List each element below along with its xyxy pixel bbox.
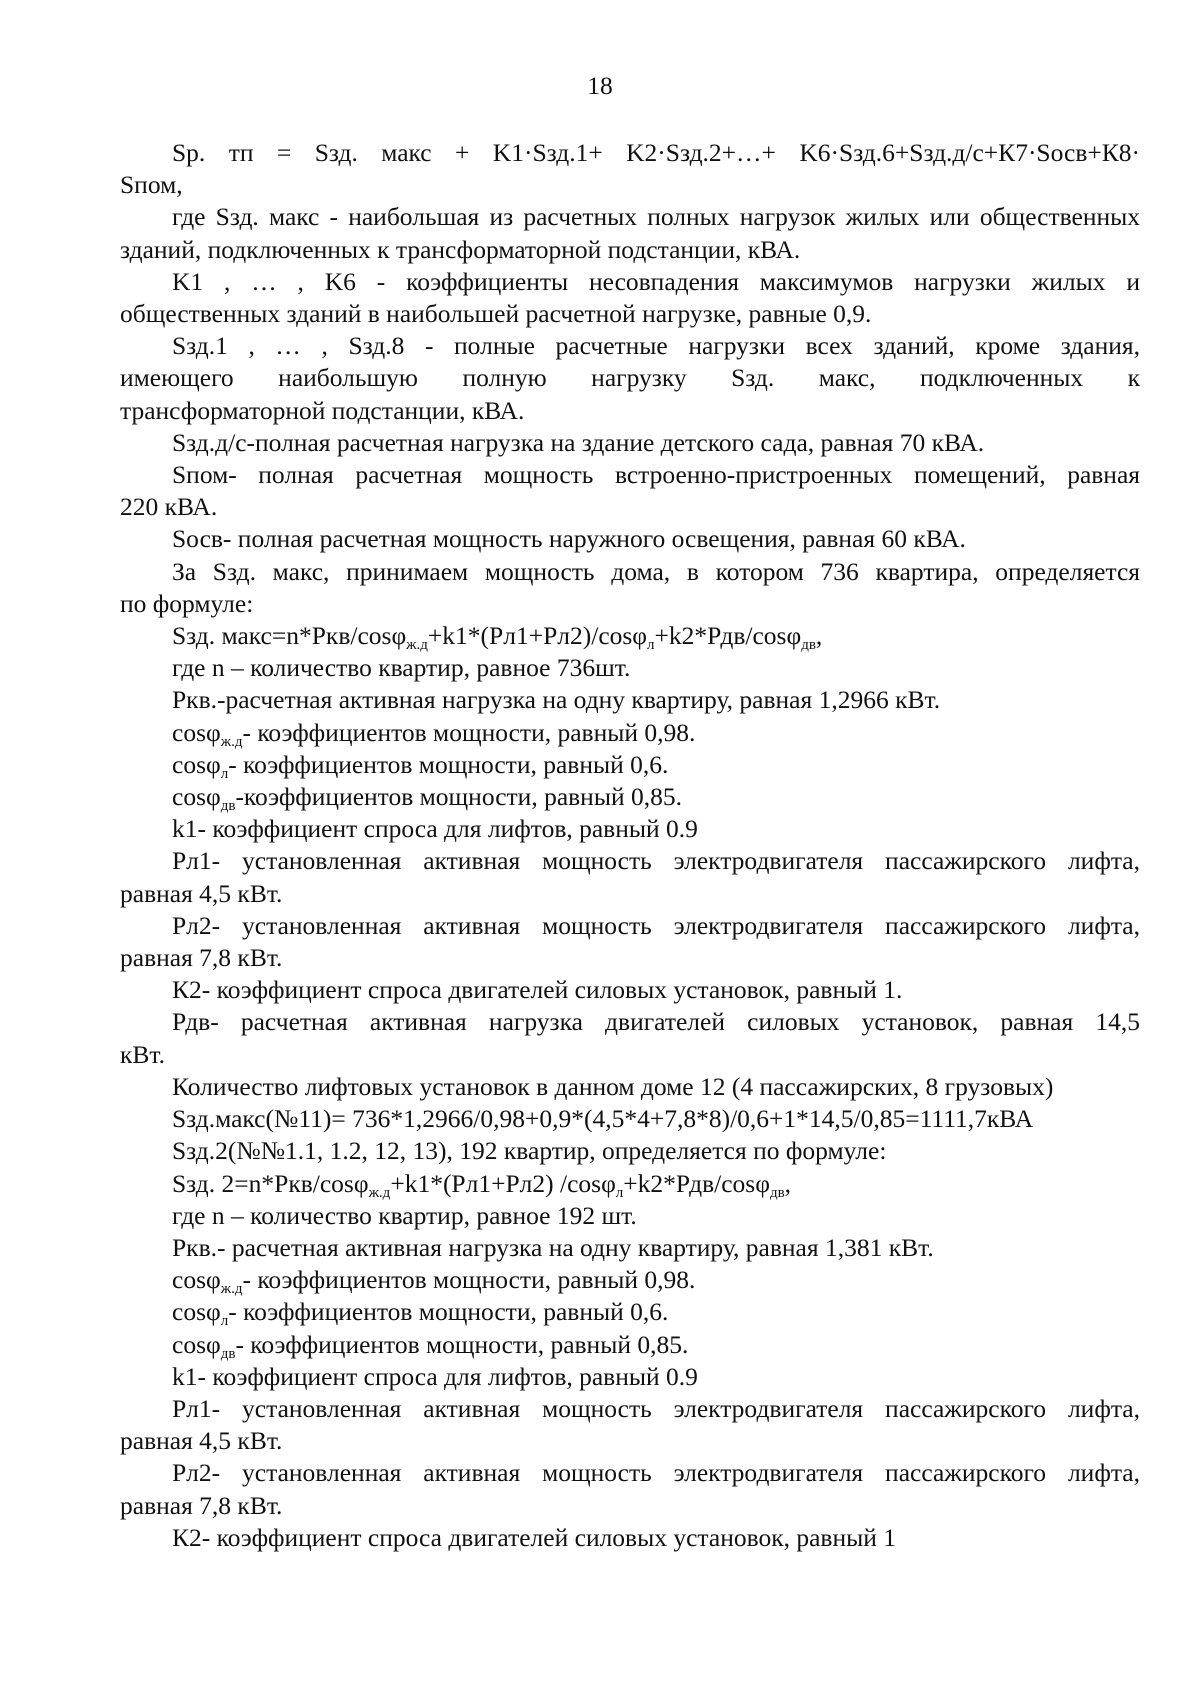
formula-szd-max: Sзд. макс=n*Ркв/cosφ$_{ж.д}$+k1*(Рл1+Рл2)/cosφ$_л$+k2*Рдв/cosφ$_{дв}$, xyxy=(172,621,823,654)
paragraph-house-736-line-1: За Sзд. макс, принимаем мощность дома, в котором 736 квартира, определяется xyxy=(172,556,1140,586)
formula-szd2: Sзд. 2=n*Ркв/cosφ$_{ж.д}$+k1*(Рл1+Рл2) /cosφ$_л$+k2*Рдв/cosφ$_{дв}$, xyxy=(172,1168,792,1201)
definition-rl1-1-line-1: Рл1- установленная активная мощность электродвигателя пассажирского лифта, xyxy=(172,846,1140,876)
definition-k1-1: k1- коэффициент спроса для лифтов, равный 0.9 xyxy=(172,814,698,844)
definition-rl1-1-line-2: равная 4,5 кВт. xyxy=(120,878,283,908)
formula-total-line-2: Sпом, xyxy=(120,170,183,200)
paragraph-szd-loads-line-3: трансформаторной подстанции, кВА. xyxy=(120,395,525,425)
definition-cos-l-1: cosφ$_л$- коэффициентов мощности, равный 0,6. xyxy=(172,749,669,782)
definition-n-192: где n – количество квартир, равное 192 шт. xyxy=(172,1200,637,1230)
definition-rdv-line-2: кВт. xyxy=(120,1039,165,1069)
paragraph-k-coefficients: K1 , … , K6 - коэффициенты несовпадения максимумов нагрузки жилых и общественных зданий в наибольшей расчетной нагрузке, равные 0,9. xyxy=(120,266,1140,329)
document-body xyxy=(120,137,1140,1554)
definition-rl2-2-line-2: равная 7,8 кВт. xyxy=(120,1490,283,1520)
paragraph-sosv: Sосв- полная расчетная мощность наружного освещения, равная 60 кВА. xyxy=(172,524,966,554)
definition-cos-zhd-2: cosφ$_{ж.д}$- коэффициентов мощности, равный 0,98. xyxy=(172,1265,696,1298)
calculation-szd-max: Sзд.макс(№11)= 736*1,2966/0,98+0,9*(4,5*4+7,8*8)/0,6+1*14,5/0,85=1111,7кВА xyxy=(172,1104,1034,1134)
definition-rl2-2-line-1: Рл2- установленная активная мощность электродвигателя пассажирского лифта, xyxy=(172,1458,1140,1488)
definition-rl1-2-line-2: равная 4,5 кВт. xyxy=(120,1426,283,1456)
definition-cos-zhd-1: cosφ$_{ж.д}$- коэффициентов мощности, равный 0,98. xyxy=(172,717,696,750)
definition-rl2-1-line-1: Рл2- установленная активная мощность электродвигателя пассажирского лифта, xyxy=(172,910,1140,940)
paragraph-lift-count: Количество лифтовых установок в данном доме 12 (4 пассажирских, 8 грузовых) xyxy=(172,1071,1054,1101)
paragraph-house-736-line-2: по формуле: xyxy=(120,588,254,618)
definition-rl1-2-line-1: Рл1- установленная активная мощность электродвигателя пассажирского лифта, xyxy=(172,1393,1140,1423)
definition-k2-2: К2- коэффициент спроса двигателей силовых установок, равный 1 xyxy=(172,1522,897,1552)
definition-n-736: где n – количество квартир, равное 736шт. xyxy=(172,653,631,683)
definition-k2-1: К2- коэффициент спроса двигателей силовых установок, равный 1. xyxy=(172,975,903,1005)
paragraph-spom-line-1: Sпом- полная расчетная мощность встроенно-пристроенных помещений, равная xyxy=(172,460,1140,490)
definition-rkv-1: Ркв.-расчетная активная нагрузка на одну квартиру, равная 1,2966 кВт. xyxy=(172,685,941,715)
definition-rdv-line-1: Рдв- расчетная активная нагрузка двигателей силовых установок, равная 14,5 xyxy=(172,1007,1140,1037)
paragraph-spom-line-2: 220 кВА. xyxy=(120,492,218,522)
formula-total-line-1: Sр. тп = Sзд. макс + K1·Sзд.1+ K2·Sзд.2+…+ K6·Sзд.6+Sзд.д/с+К7·Sосв+К8· xyxy=(172,138,1140,167)
paragraph-szd-loads-line-1: Sзд.1 , … , Sзд.8 - полные расчетные нагрузки всех зданий, кроме здания, xyxy=(172,331,1140,361)
page-number: 18 xyxy=(587,71,613,100)
definition-rkv-2: Ркв.- расчетная активная нагрузка на одну квартиру, равная 1,381 кВт. xyxy=(172,1232,934,1262)
definition-cos-l-2: cosφ$_л$- коэффициентов мощности, равный 0,6. xyxy=(172,1297,669,1330)
paragraph-szd-max: где Sзд. макс - наибольшая из расчетных полных нагрузок жилых или общественных зданий, подключенных к трансформаторной подстанции, кВА. xyxy=(120,202,1140,264)
definition-rl2-1-line-2: равная 7,8 кВт. xyxy=(120,943,283,973)
paragraph-kindergarten-load: Sзд.д/с-полная расчетная нагрузка на здание детского сада, равная 70 кВА. xyxy=(172,427,985,457)
definition-k1-2: k1- коэффициент спроса для лифтов, равный 0.9 xyxy=(172,1361,698,1391)
definition-cos-dv-2: cosφ$_{дв}$- коэффициентов мощности, равный 0,85. xyxy=(172,1329,689,1362)
paragraph-szd2-intro: Sзд.2(№№1.1, 1.2, 12, 13), 192 квартир, определяется по формуле: xyxy=(172,1136,887,1166)
definition-cos-dv-1: cosφ$_{дв}$-коэффициентов мощности, равный 0,85. xyxy=(172,782,682,815)
paragraph-szd-loads-line-2: имеющего наибольшую полную нагрузку Sзд. макс, подключенных к xyxy=(120,363,1140,393)
